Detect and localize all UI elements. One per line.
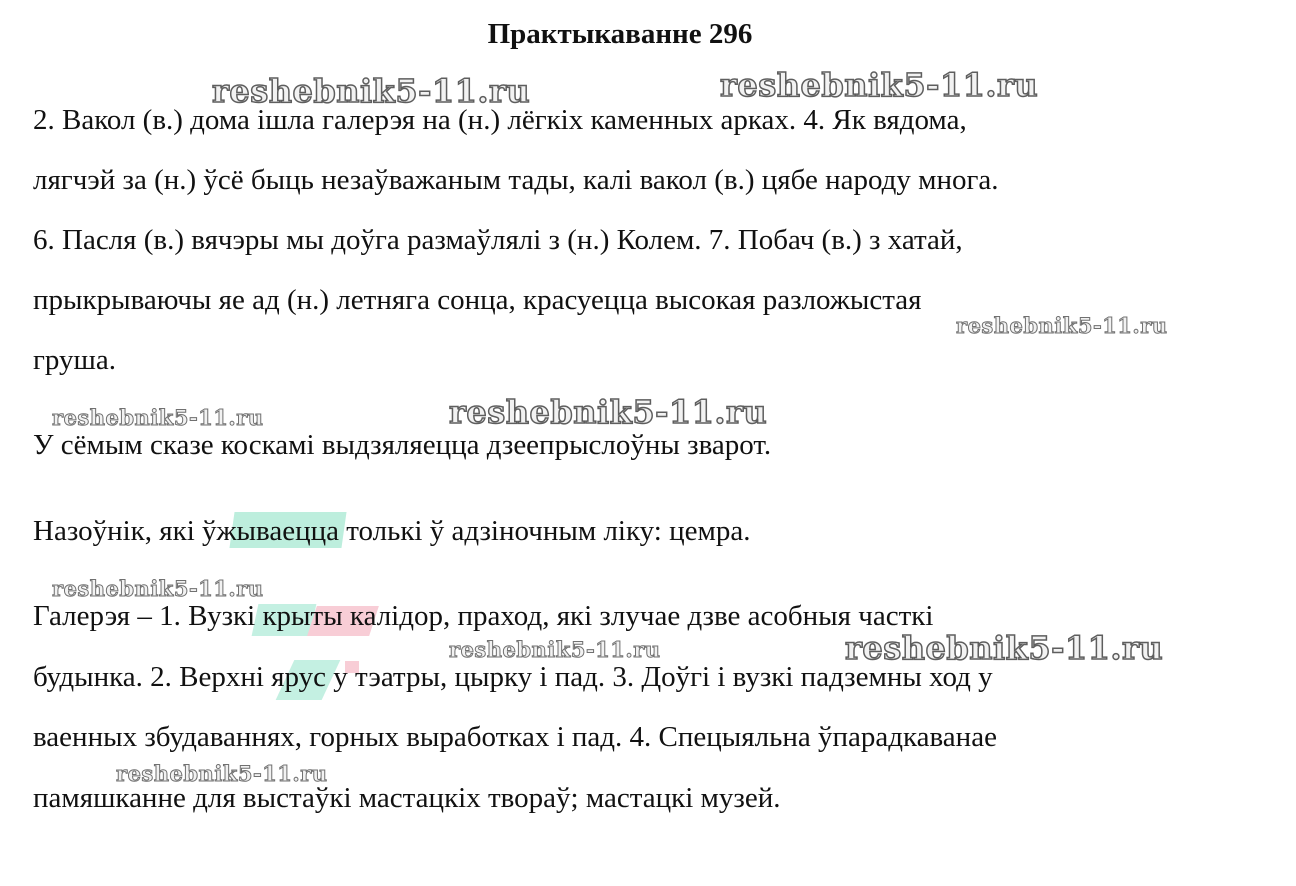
text-line-5: груша.: [33, 344, 116, 376]
text-line-11: памяшканне для выстаўкі мастацкіх твораў; мастацкі музей.: [33, 782, 781, 814]
watermark: reshebnik5-11.ru: [956, 313, 1168, 338]
text-line-3: 6. Пасля (в.) вячэры мы доўга размаўлялі з (н.) Колем. 7. Побач (в.) з хатай,: [33, 224, 963, 256]
page-title: Практыкаванне 296: [487, 18, 753, 50]
watermark: reshebnik5-11.ru: [449, 393, 768, 431]
watermark: reshebnik5-11.ru: [720, 66, 1039, 104]
watermark: reshebnik5-11.ru: [845, 629, 1164, 667]
watermark: reshebnik5-11.ru: [449, 637, 661, 662]
watermark: reshebnik5-11.ru: [212, 72, 531, 110]
text-line-6: У сёмым сказе коскамі выдзяляецца дзеепрыслоўны зварот.: [33, 429, 772, 461]
watermark: reshebnik5-11.ru: [52, 576, 264, 601]
text-line-2: лягчэй за (н.) ўсё быць незаўважаным тады, калі вакол (в.) цябе народу многа.: [33, 164, 999, 196]
text-line-1: 2. Вакол (в.) дома ішла галерэя на (н.) лёгкіх каменных арках. 4. Як вядома,: [33, 104, 967, 136]
text-line-9: будынка. 2. Верхні ярус у тэатры, цырку і пад. 3. Доўгі і вузкі падземны ход у: [33, 661, 993, 693]
text-line-10: ваенных збудаваннях, горных выработках і пад. 4. Спецыяльна ўпарадкаванае: [33, 721, 997, 753]
text-line-8: Галерэя – 1. Вузкі крыты калідор, праход, які злучае дзве асобныя часткі: [33, 600, 934, 632]
text-line-4: прыкрываючы яе ад (н.) летняга сонца, красуецца высокая разложыстая: [33, 284, 922, 316]
watermark: reshebnik5-11.ru: [116, 761, 328, 786]
text-line-7: Назоўнік, які ўжываецца толькі ў адзіночным ліку: цемра.: [33, 515, 751, 547]
watermark: reshebnik5-11.ru: [52, 405, 264, 430]
